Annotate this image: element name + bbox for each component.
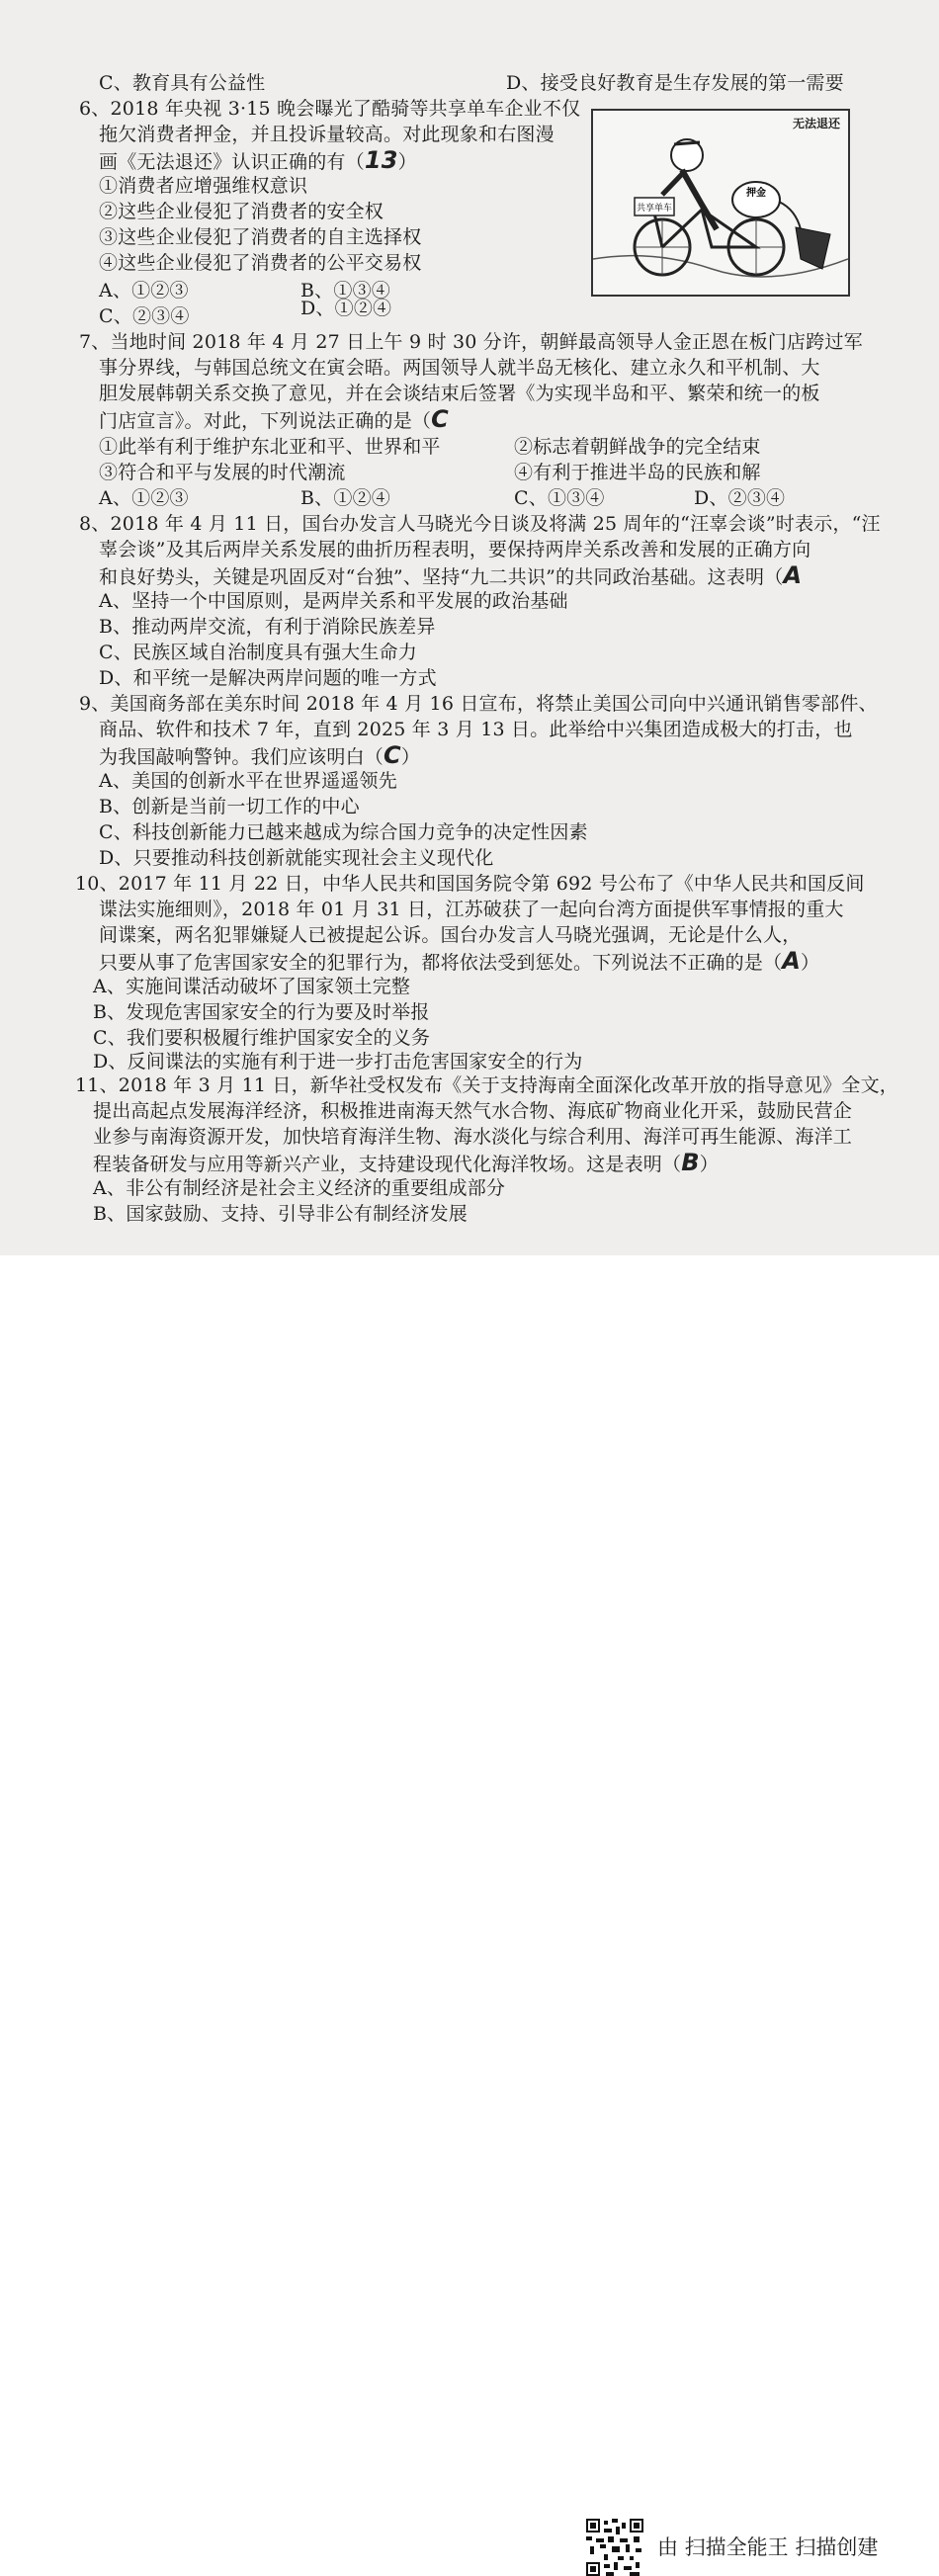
q6-stem-line1: 6、2018 年央视 3·15 晚会曝光了酷骑等共享单车企业不仅 bbox=[79, 98, 581, 120]
q10-option-a: A、实施间谍活动破坏了国家领土完整 bbox=[93, 976, 411, 997]
q8-option-d: D、和平统一是解决两岸问题的唯一方式 bbox=[99, 667, 437, 689]
cartoon-no-refund bbox=[591, 109, 850, 297]
q11-option-b: B、国家鼓励、支持、引导非公有制经济发展 bbox=[93, 1203, 468, 1225]
q11-stem-line3: 业参与南海资源开发，加快培育海洋生物、海水淡化与综合利用、海洋可再生能源、海洋工 bbox=[93, 1126, 853, 1148]
q7-stem-line4: 门店宣言》。对此，下列说法正确的是（C bbox=[99, 405, 449, 433]
q10-option-d: D、反间谍法的实施有利于进一步打击危害国家安全的行为 bbox=[93, 1051, 583, 1073]
q10-stem-line1: 10、2017 年 11 月 22 日，中华人民共和国国务院令第 692 号公布了《中华人民共和国反间 bbox=[75, 873, 865, 895]
q8-option-a: A、坚持一个中国原则，是两岸关系和平发展的政治基础 bbox=[99, 590, 568, 612]
q6-item-1: ①消费者应增强维权意识 bbox=[99, 175, 308, 197]
q10-option-c: C、我们要积极履行维护国家安全的义务 bbox=[93, 1027, 431, 1049]
q6-handwritten-answer: 13 bbox=[364, 146, 398, 174]
q9-option-d: D、只要推动科技创新就能实现社会主义现代化 bbox=[99, 847, 494, 869]
q6-item-2: ②这些企业侵犯了消费者的安全权 bbox=[99, 201, 384, 222]
q8-option-b: B、推动两岸交流，有利于消除民族差异 bbox=[99, 616, 436, 638]
q6-item-4: ④这些企业侵犯了消费者的公平交易权 bbox=[99, 252, 422, 274]
q7-item-1: ①此举有利于维护东北亚和平、世界和平 bbox=[99, 436, 441, 458]
q6-option-c: C、②③④ bbox=[99, 305, 190, 327]
q6-option-d: D、①②④ bbox=[300, 298, 392, 319]
q10-handwritten-answer: A bbox=[782, 947, 801, 975]
q7-option-a: A、①②③ bbox=[99, 487, 189, 509]
q9-stem-line3: 为我国敲响警钟。我们应该明白（C） bbox=[99, 741, 421, 769]
q6-option-b: B、①③④ bbox=[300, 280, 390, 301]
q9-stem-line2: 商品、软件和技术 7 年，直到 2025 年 3 月 13 日。此举给中兴集团造成极大的打击，也 bbox=[99, 719, 853, 740]
q11-option-a: A、非公有制经济是社会主义经济的重要组成部分 bbox=[93, 1177, 506, 1199]
q11-stem-line2: 提出高起点发展海洋经济，积极推进南海天然气水合物、海底矿物商业化开采，鼓励民营企 bbox=[93, 1100, 853, 1122]
scan-footer bbox=[0, 1255, 939, 2559]
cartoon-deposit-label: 押金 bbox=[746, 188, 766, 199]
q7-option-b: B、①②④ bbox=[300, 487, 390, 509]
q5-option-c: C、教育具有公益性 bbox=[99, 72, 266, 94]
q7-stem-line1: 7、当地时间 2018 年 4 月 27 日上午 9 时 30 分许，朝鲜最高领导人金正恩在板门店跨过军 bbox=[79, 331, 863, 353]
q9-stem-line1: 9、美国商务部在美东时间 2018 年 4 月 16 日宣布，将禁止美国公司向中兴通讯销售零部件、 bbox=[79, 693, 878, 715]
q7-stem-line2: 事分界线，与韩国总统文在寅会晤。两国领导人就半岛无核化、建立永久和平机制、大 bbox=[99, 357, 820, 379]
q8-stem-line3: 和良好势头，关键是巩固反对“台独”、坚持“九二共识”的共同政治基础。这表明（A bbox=[99, 561, 803, 589]
q6-stem-line3: 画《无法退还》认识正确的有（13） bbox=[99, 146, 417, 174]
q8-stem-line2: 辜会谈”及其后两岸关系发展的曲折历程表明，要保持两岸关系改善和发展的正确方向 bbox=[99, 539, 811, 560]
exam-page bbox=[0, 0, 939, 1255]
q9-handwritten-answer: C bbox=[384, 741, 401, 769]
q7-item-2: ②标志着朝鲜战争的完全结束 bbox=[514, 436, 761, 458]
q8-handwritten-answer: A bbox=[783, 561, 803, 589]
cartoon-illustration bbox=[593, 111, 848, 295]
q6-option-a: A、①②③ bbox=[99, 280, 189, 301]
q10-stem-line2: 谍法实施细则》，2018 年 01 月 31 日，江苏破获了一起向台湾方面提供军事情报的重大 bbox=[99, 899, 844, 920]
q10-stem-line4: 只要从事了危害国家安全的犯罪行为，都将依法受到惩处。下列说法不正确的是（A） bbox=[99, 947, 820, 975]
q7-stem-line3: 胆发展韩朝关系交换了意见，并在会谈结束后签署《为实现半岛和平、繁荣和统一的板 bbox=[99, 383, 820, 404]
q8-stem-line1: 8、2018 年 4 月 11 日，国台办发言人马晓光今日谈及将满 25 周年的“汪辜会谈”时表示，“汪 bbox=[79, 513, 881, 535]
scanner-watermark-text: 由 扫描全能王 扫描创建 bbox=[657, 2535, 879, 2559]
q7-handwritten-answer: C bbox=[431, 405, 449, 433]
q7-item-3: ③符合和平与发展的时代潮流 bbox=[99, 462, 346, 483]
qr-code-icon bbox=[586, 2519, 643, 2576]
q10-option-b: B、发现危害国家安全的行为要及时举报 bbox=[93, 1001, 430, 1023]
q6-stem-line2: 拖欠消费者押金，并且投诉量较高。对此现象和右图漫 bbox=[99, 124, 555, 145]
q10-stem-line3: 间谍案，两名犯罪嫌疑人已被提起公诉。国台办发言人马晓光强调，无论是什么人， bbox=[99, 924, 802, 946]
q11-handwritten-answer: B bbox=[681, 1149, 700, 1176]
q6-item-3: ③这些企业侵犯了消费者的自主选择权 bbox=[99, 226, 422, 248]
q9-option-b: B、创新是当前一切工作的中心 bbox=[99, 796, 360, 817]
q5-option-d: D、接受良好教育是生存发展的第一需要 bbox=[506, 72, 844, 94]
q9-option-c: C、科技创新能力已越来越成为综合国力竞争的决定性因素 bbox=[99, 821, 588, 843]
cartoon-title: 无法退还 bbox=[792, 117, 840, 130]
q7-option-c: C、①③④ bbox=[514, 487, 605, 509]
cartoon-bike-sign: 共享单车 bbox=[636, 204, 673, 214]
q8-option-c: C、民族区域自治制度具有强大生命力 bbox=[99, 642, 417, 663]
q7-option-d: D、②③④ bbox=[694, 487, 786, 509]
q11-stem-line1: 11、2018 年 3 月 11 日，新华社受权发布《关于支持海南全面深化改革开放的指导意见》全文， bbox=[75, 1074, 898, 1096]
q11-stem-line4: 程装备研发与应用等新兴产业，支持建设现代化海洋牧场。这是表明（B） bbox=[93, 1149, 719, 1176]
q7-item-4: ④有利于推进半岛的民族和解 bbox=[514, 462, 761, 483]
q9-option-a: A、美国的创新水平在世界遥遥领先 bbox=[99, 770, 397, 792]
